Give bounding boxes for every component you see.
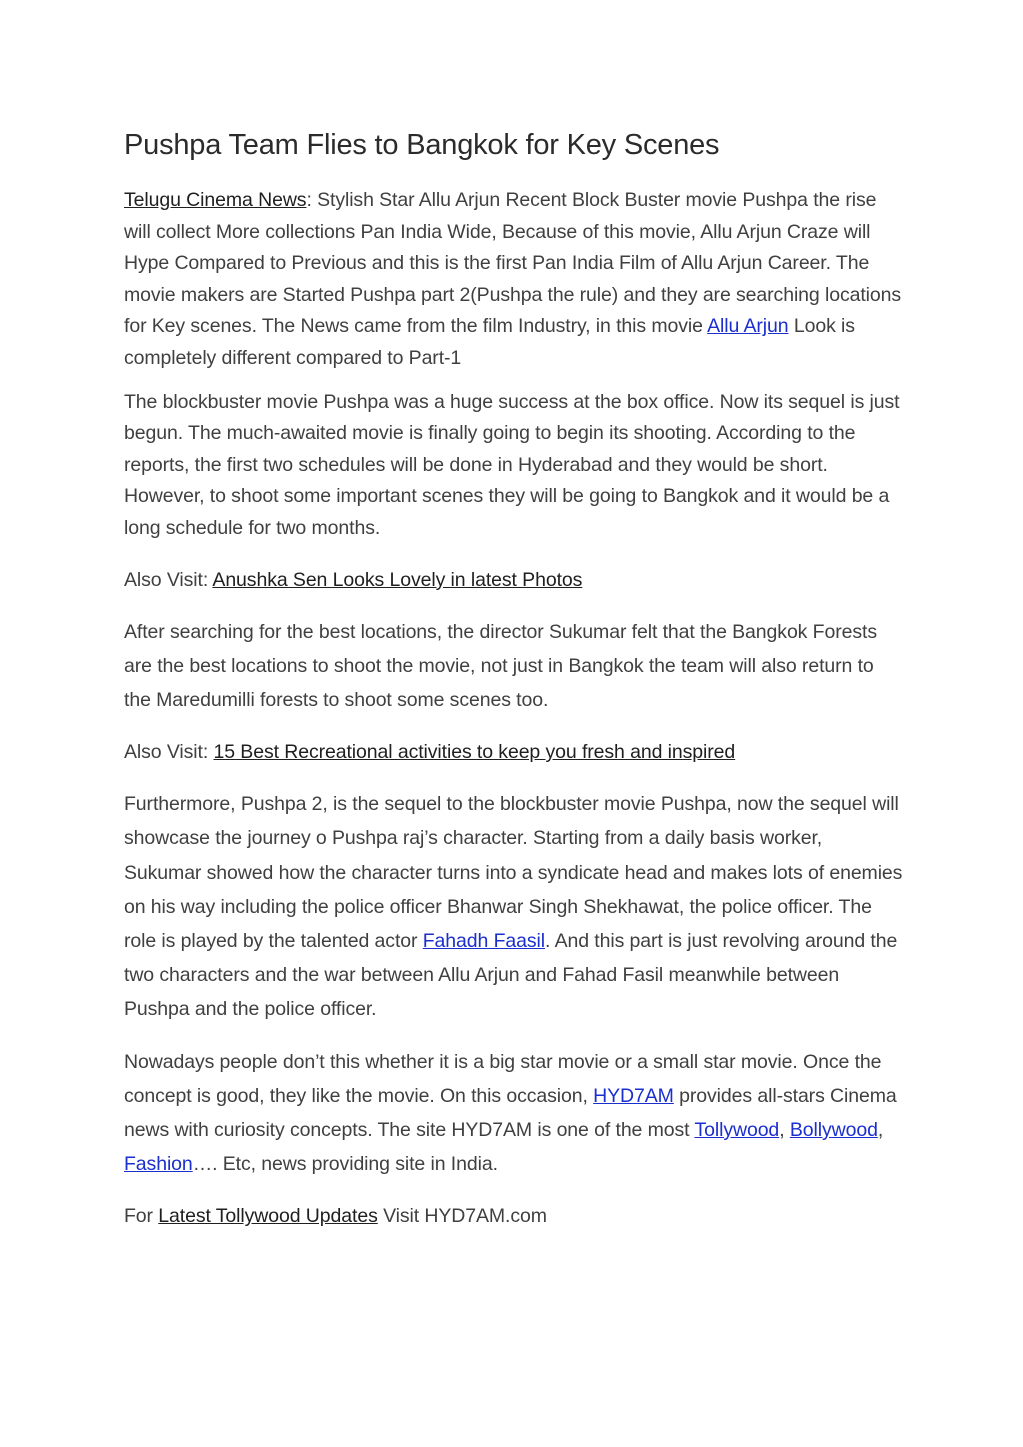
paragraph-text: Nowadays people don’t this whether it is a big star movie or a small star movie. Once the concept is good, they like the movie. On this occasion, [124, 1050, 882, 1107]
paragraph-nowadays [124, 1045, 904, 1182]
bollywood-link[interactable]: Bollywood [789, 1118, 878, 1141]
paragraph-text: Furthermore, Pushpa 2, is the sequel to the blockbuster movie Pushpa, now the sequel will showcase the journey o Pushpa raj’s character. Starting from a daily basis worker, Sukumar showed how the character turns into a syndicate head and makes lots of enemies on his way including the police officer Bhanwar Singh Shekhawat, the police officer. The role is played by the talented actor [124, 793, 903, 952]
latest-tollywood-updates-link[interactable]: Latest Tollywood Updates [158, 1205, 378, 1228]
footer-prefix: For [124, 1205, 159, 1228]
also-visit-2 [124, 735, 904, 769]
paragraph-text: …. Etc, news providing site in India. [192, 1153, 498, 1176]
fahadh-faasil-link[interactable]: Fahadh Faasil [422, 929, 546, 952]
fashion-link[interactable]: Fashion [124, 1153, 193, 1176]
also-visit-1 [124, 563, 904, 597]
article-title: Pushpa Team Flies to Bangkok for Key Scenes [124, 129, 720, 161]
paragraph-text: : Stylish Star Allu Arjun Recent Block Buster movie Pushpa the rise will collect More collections Pan India Wide, Because of this movie, Allu Arjun Craze will Hype Compared to Previous and this is the first Pan India Film of Allu Arjun Career. The movie makers are Started Pushpa part 2(Pushpa the rule) and they are searching locations for Key scenes. The News came from the film Industry, in this movie [124, 189, 902, 338]
paragraph-text: . And this part is just revolving around the two characters and the war between Allu Arjun and Fahad Fasil meanwhile between Pushpa and the police officer. [124, 929, 898, 1021]
telugu-cinema-news-link[interactable]: Telugu Cinema News [124, 189, 307, 211]
paragraph-sequel [124, 787, 904, 1026]
footer-line [124, 1199, 904, 1233]
article [124, 125, 904, 1251]
paragraph-blockbuster: The blockbuster movie Pushpa was a huge success at the box office. Now its sequel is just begun. The much-awaited movie is finally going to begin its shooting. According to the reports, the first two schedules will be done in Hyderabad and they would be short. However, to shoot some important scenes they will be going to Bangkok and it would be a long schedule for two months. [124, 390, 900, 539]
anushka-sen-link[interactable]: Anushka Sen Looks Lovely in latest Photos [212, 568, 583, 591]
paragraph-locations: After searching for the best locations, the director Sukumar felt that the Bangkok Forests are the best locations to shoot the movie, not just in Bangkok the team will also return to the Maredumilli forests to shoot some scenes too. [124, 620, 877, 711]
separator: , [877, 1118, 884, 1141]
allu-arjun-link[interactable]: Allu Arjun [707, 315, 789, 338]
paragraph-intro [124, 185, 904, 375]
paragraph-text: Look is completely different compared to Part-1 [124, 315, 855, 369]
tollywood-link[interactable]: Tollywood [694, 1118, 780, 1141]
also-visit-label: Also Visit: [124, 568, 213, 591]
footer-suffix: Visit HYD7AM.com [377, 1205, 547, 1228]
recreational-activities-link[interactable]: 15 Best Recreational activities to keep you fresh and inspired [213, 741, 736, 764]
paragraph-text: provides all-stars Cinema news with curiosity concepts. The site HYD7AM is one of the most [124, 1084, 897, 1141]
also-visit-label: Also Visit: [124, 741, 214, 764]
hyd7am-link[interactable]: HYD7AM [593, 1084, 674, 1107]
separator: , [779, 1118, 790, 1141]
